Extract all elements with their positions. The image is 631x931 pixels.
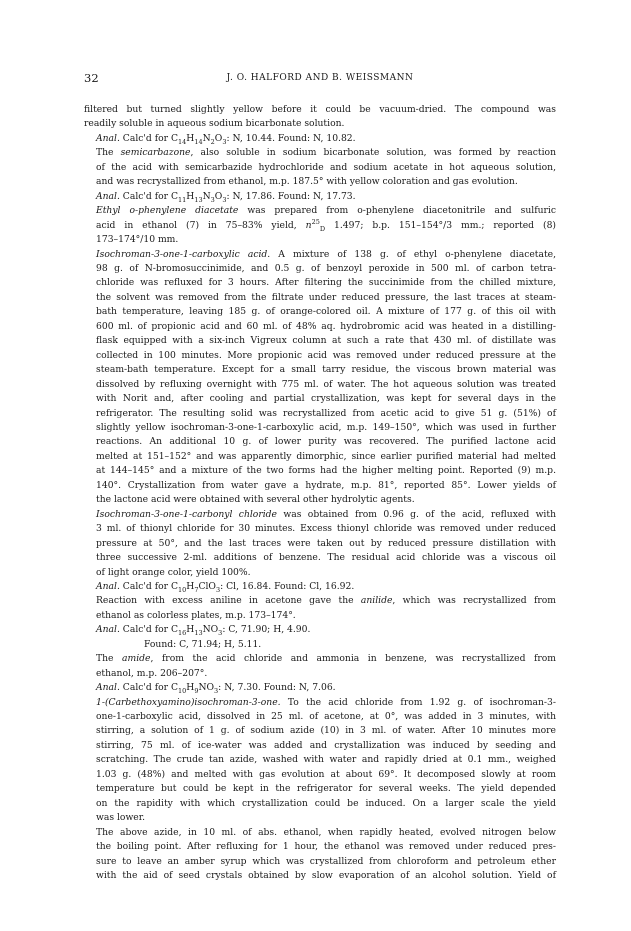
- text-line: stirring, 75 ml. of ice-water was added and crystallization was induced by seeding and: [96, 739, 556, 751]
- text-line: 173–174°/10 mm.: [96, 234, 179, 246]
- text-line: ethanol as colorless plates, m.p. 173–174°.: [96, 609, 296, 621]
- text-line: one-1-carboxylic acid, dissolved in 25 ml. of acetone, at 0°, was added in 3 minutes, with: [96, 711, 556, 723]
- text-line: and was recrystallized from ethanol, m.p. 187.5° with yellow coloration and gas evolution.: [96, 176, 518, 188]
- text-line: Anal. Calc'd for $C_{10}H_7ClO_3$: Cl, 16.84. Found: Cl, 16.92.: [96, 580, 355, 594]
- text-line: The amide, from the acid chloride and ammonia in benzene, was recrystallized from: [96, 653, 557, 665]
- article-body: [84, 103, 556, 883]
- analysis-paragraph: [84, 681, 556, 695]
- text-line: of light orange color, yield 100%.: [96, 566, 251, 578]
- page-header: [84, 71, 556, 85]
- text-line: Reaction with excess aniline in acetone gave the anilide, which was recrystallized from: [96, 595, 556, 607]
- text-line: Isochroman-3-one-1-carbonyl chloride was obtained from 0.96 g. of the acid, refluxed with: [96, 508, 556, 520]
- text-line: the solvent was removed from the filtrate under reduced pressure, the last traces at steam-: [96, 291, 556, 303]
- text-line: 98 g. of N-bromosuccinimide, and 0.5 g. of benzoyl peroxide in 500 ml. of carbon tetra-: [96, 262, 556, 274]
- text-line: 1.03 g. (48%) and melted with gas evolution at about 69°. It decomposed slowly at room: [96, 768, 556, 780]
- text-line: chloride was refluxed for 3 hours. After filtering the succinimide from the chilled mixture,: [96, 277, 556, 289]
- analysis-paragraph: [84, 132, 556, 146]
- text-line: 3 ml. of thionyl chloride for 30 minutes. Excess thionyl chloride was removed under reduced: [96, 523, 556, 535]
- page-number: 32: [84, 71, 99, 85]
- paragraph: [84, 696, 556, 826]
- paragraph: [84, 508, 556, 580]
- text-line: steam-bath temperature. Except for a small tarry residue, the viscous brown material was: [96, 364, 556, 376]
- analysis-paragraph: [84, 190, 556, 204]
- text-line: filtered but turned slightly yellow before it could be vacuum-dried. The compound was: [84, 104, 556, 115]
- text-line: of the acid with semicarbazide hydrochloride and sodium acetate in hot aqueous solution,: [96, 161, 556, 173]
- text-line: Anal. Calc'd for $C_{14}H_{14}N_2O_3$: N, 10.44. Found: N, 10.82.: [96, 132, 356, 146]
- text-line: temperature but could be kept in the refrigerator for several weeks. The yield depended: [96, 783, 556, 795]
- text-line: acid in ethanol (7) in 75–83% yield, $n^{25}_D$ 1.497; b.p. 151–154°/3 mm.; reported (8): [96, 217, 556, 233]
- text-line: pressure at 50°, and the last traces were taken out by reduced pressure distillation with: [96, 537, 556, 549]
- text-line: 1-(Carbethoxyamino)isochroman-3-one. To the acid chloride from 1.92 g. of isochroman-3-: [96, 696, 556, 708]
- text-line: collected in 100 minutes. More propionic acid was removed under reduced pressure at the: [96, 349, 556, 361]
- text-line: the lactone acid were obtained with several other hydrolytic agents.: [96, 494, 415, 506]
- text-line: Found: C, 71.94; H, 5.11.: [144, 638, 262, 650]
- text-line: at 144–145° and a mixture of the two forms had the higher melting point. Reported (9) m.p.: [96, 465, 556, 477]
- text-line: ethanol, m.p. 206–207°.: [96, 667, 208, 679]
- text-line: 600 ml. of propionic acid and 60 ml. of 48% aq. hydrobromic acid was heated in a distilling-: [96, 320, 556, 332]
- text-line: with the aid of seed crystals obtained by slow evaporation of an alcohol solution. Yield of: [96, 870, 556, 882]
- text-line: flask equipped with a six-inch Vigreux column at such a rate that 430 ml. of distillate was: [96, 335, 556, 347]
- text-line: stirring, a solution of 1 g. of sodium azide (10) in 3 ml. of water. After 10 minutes more: [96, 725, 556, 737]
- text-line: dissolved by refluxing overnight with 775 ml. of water. The hot aqueous solution was treated: [96, 378, 556, 390]
- text-line: 140°. Crystallization from water gave a hydrate, m.p. 81°, reported 85°. Lower yields of: [96, 479, 556, 491]
- paragraph: [84, 594, 556, 623]
- text-line: Anal. Calc'd for $C_{11}H_{13}N_3O_3$: N, 17.86. Found: N, 17.73.: [96, 190, 356, 204]
- text-line: with Norit and, after cooling and partial crystallization, was kept for several days in the: [96, 393, 556, 405]
- paragraph: [84, 248, 556, 508]
- text-line: bath temperature, leaving 185 g. of orange-colored oil. A mixture of 177 g. of this oil with: [96, 306, 556, 318]
- text-line: Isochroman-3-one-1-carboxylic acid. A mixture of 138 g. of ethyl o-phenylene diacetate,: [96, 248, 556, 260]
- text-line: was lower.: [96, 812, 146, 824]
- text-line: sure to leave an amber syrup which was crystallized from chloroform and petroleum ether: [96, 855, 556, 867]
- text-line: The above azide, in 10 ml. of abs. ethanol, when rapidly heated, evolved nitrogen below: [96, 826, 556, 838]
- text-line: Anal. Calc'd for $C_{10}H_9NO_3$: N, 7.30. Found: N, 7.06.: [96, 682, 336, 695]
- text-line: Anal. Calc'd for $C_{16}H_{13}NO_3$: C, 71.90; H, 4.90.: [96, 624, 311, 638]
- text-line: on the rapidity with which crystallization could be induced. On a larger scale the yield: [96, 797, 556, 809]
- text-line: scratching. The crude tan azide, washed with water and rapidly dried at 0.1 mm., weighed: [96, 754, 556, 766]
- analysis-paragraph: [84, 623, 556, 652]
- paragraph: [84, 146, 556, 189]
- text-line: Ethyl o-phenylene diacetate was prepared from o-phenylene diacetonitrile and sulfuric: [96, 205, 556, 217]
- text-line: refrigerator. The resulting solid was recrystallized from acetic acid to give 51 g. (51%) of: [96, 407, 556, 419]
- text-line: the boiling point. After refluxing for 1 hour, the ethanol was removed under reduced pres-: [96, 841, 556, 853]
- paragraph: [84, 103, 556, 132]
- paragraph: [84, 204, 556, 247]
- text-line: melted at 151–152° and was apparently dimorphic, since earlier purified material had melted: [96, 450, 556, 462]
- analysis-paragraph: [84, 580, 556, 594]
- text-line: The semicarbazone, also soluble in sodium bicarbonate solution, was formed by reaction: [96, 147, 556, 159]
- text-line: reactions. An additional 10 g. of lower purity was recovered. The purified lactone acid: [96, 436, 556, 448]
- running-head: J. O. HALFORD AND B. WEISSMANN: [226, 73, 414, 83]
- text-line: readily soluble in aqueous sodium bicarbonate solution.: [84, 118, 345, 130]
- paragraph: [84, 652, 556, 681]
- text-line: slightly yellow isochroman-3-one-1-carboxylic acid, m.p. 149–150°, which was used in further: [96, 421, 556, 433]
- paragraph: [84, 826, 556, 884]
- text-line: three successive 2-ml. additions of benzene. The residual acid chloride was a viscous oil: [96, 552, 556, 564]
